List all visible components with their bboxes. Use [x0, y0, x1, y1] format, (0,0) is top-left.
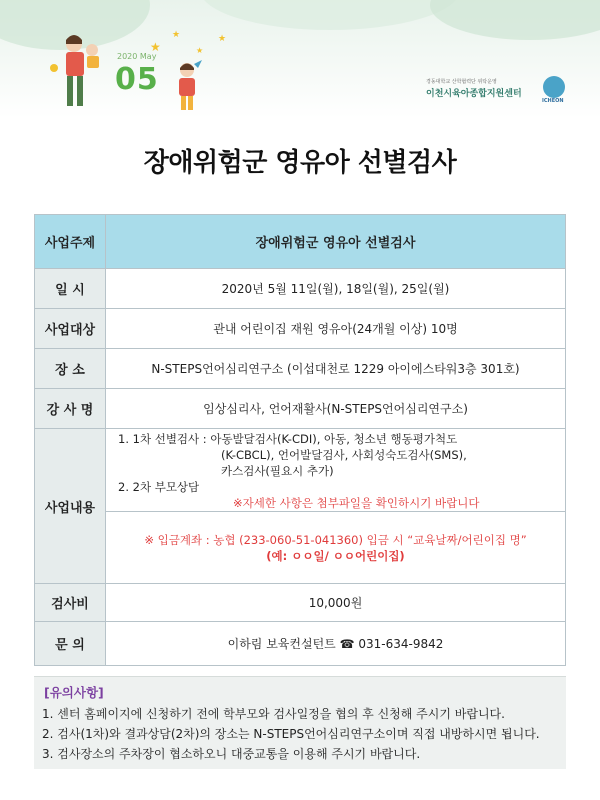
child-illustration — [170, 60, 204, 112]
family-illustration — [40, 30, 120, 112]
note-item: 2. 검사(1차)와 결과상담(2차)의 장소는 N-STEPS언어심리연구소이며 직접 내방하시면 됩니다. — [42, 727, 540, 741]
table-row — [35, 584, 566, 622]
info-table — [34, 214, 566, 666]
note-item: 3. 검사장소의 주차장이 협소하오니 대중교통을 이용해 주시기 바랍니다. — [42, 747, 421, 761]
table-row — [35, 269, 566, 309]
row-value: 2020년 5월 11일(월), 18일(월), 25일(월) — [106, 269, 566, 309]
table-row — [35, 309, 566, 349]
notes-title: [유의사항] — [44, 685, 104, 700]
table-row — [35, 622, 566, 666]
row-value: 이하림 보육컨설턴트 ☎ 031-634-9842 — [106, 622, 566, 666]
row-label: 검사비 — [35, 584, 106, 622]
decor-leaf — [200, 0, 460, 30]
star-icon: ★ — [150, 40, 161, 54]
star-icon: ★ — [172, 30, 181, 40]
org-subtitle: 경동대학교 산학협력단 위탁운영 — [426, 79, 497, 85]
row-label: 사업주제 — [35, 215, 106, 269]
header-banner — [0, 0, 600, 118]
row-label: 일 시 — [35, 269, 106, 309]
row-label: 사업대상 — [35, 309, 106, 349]
account-line: ※ 입금계좌 : 농협 (233-060-51-041360) 입금 시 “교육날짜/어린이집 명” — [144, 532, 527, 547]
table-row — [35, 349, 566, 389]
table-row — [35, 389, 566, 429]
month-label: 05 — [115, 62, 159, 97]
content-line: 2. 2차 부모상담 — [118, 480, 200, 494]
star-icon: ★ — [196, 46, 204, 55]
row-label: 사업내용 — [35, 429, 106, 584]
table-row — [35, 512, 566, 584]
row-value: 장애위험군 영유아 선별검사 — [106, 215, 566, 269]
content-line: 1. 1차 선별검사 : 아동발달검사(K-CDI), 아동, 청소년 행동평가척도 — [118, 432, 458, 446]
row-label: 장 소 — [35, 349, 106, 389]
org-name: 이천시육아종합지원센터 — [426, 89, 522, 99]
table-row — [35, 215, 566, 269]
row-value: 10,000원 — [106, 584, 566, 622]
content-line: 카스검사(필요시 추가) — [221, 464, 334, 478]
row-value: 임상심리사, 언어재활사(N-STEPS언어심리연구소) — [106, 389, 566, 429]
row-label: 문 의 — [35, 622, 106, 666]
account-info — [106, 512, 566, 584]
content-description — [106, 429, 566, 512]
row-label: 강 사 명 — [35, 389, 106, 429]
notes-box — [34, 676, 566, 769]
account-example: (예: ㅇㅇ일/ ㅇㅇ어린이집) — [266, 548, 405, 563]
org-logo-text: ICHEON — [542, 98, 564, 104]
decor-leaf — [430, 0, 600, 40]
page-title: 장애위험군 영유아 선별검사 — [143, 148, 457, 178]
row-value: 관내 어린이집 재원 영유아(24개월 이상) 10명 — [106, 309, 566, 349]
star-icon: ★ — [218, 34, 227, 44]
year-label: 2020 May — [117, 52, 157, 61]
notice-line: ※자세한 사항은 첨부파일을 확인하시기 바랍니다 — [233, 496, 480, 510]
note-item: 1. 센터 홈페이지에 신청하기 전에 학부모와 검사일정을 협의 후 신청해 주시기 바랍니다. — [42, 707, 505, 721]
content-line: (K-CBCL), 언어발달검사, 사회성숙도검사(SMS), — [221, 448, 467, 462]
row-value: N-STEPS언어심리연구소 (이섭대천로 1229 아이에스타워3층 301호) — [106, 349, 566, 389]
org-logo-icon — [543, 76, 565, 98]
table-row — [35, 429, 566, 512]
